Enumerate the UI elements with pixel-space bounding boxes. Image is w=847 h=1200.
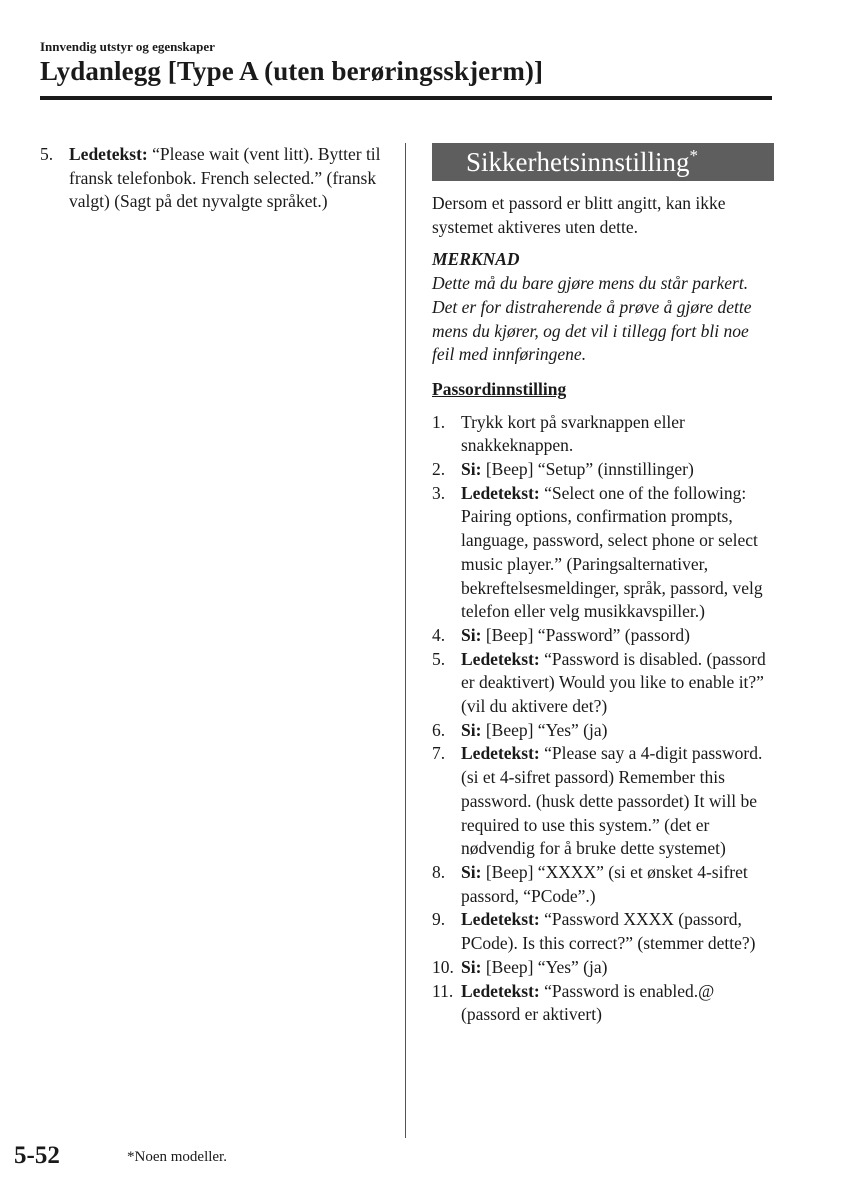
- step-keyword: Ledetekst:: [461, 743, 540, 764]
- step-text: “Password XXXX (passord, PCode). Is this correct?” (stemmer dette?): [461, 909, 756, 954]
- page-title: Lydanlegg [Type A (uten berøringsskjerm)]: [40, 56, 544, 86]
- list-item: [432, 980, 774, 1027]
- list-item: [432, 458, 774, 482]
- left-column: [40, 143, 385, 214]
- step-number: 1.: [432, 411, 446, 432]
- step-number: 5.: [432, 648, 446, 669]
- step-number: 6.: [432, 719, 446, 740]
- step-text: [Beep] “Setup” (innstillinger): [481, 459, 694, 480]
- left-step-list: [40, 143, 385, 214]
- step-text: [Beep] “XXXX” (si et ønsket 4-sifret passord, “PCode”.): [461, 861, 748, 906]
- page-number: 5-52: [14, 1142, 60, 1169]
- list-item: [432, 719, 774, 743]
- step-number: 8.: [432, 861, 446, 882]
- section-title: Sikkerhetsinnstilling: [466, 147, 690, 177]
- step-keyword: Si:: [461, 956, 482, 977]
- step-text: “Password is disabled. (passord er deaktivert) Would you like to enable it?” (vil du aktivere det?): [461, 648, 766, 717]
- step-number: 3.: [432, 482, 446, 503]
- footnote: *Noen modeller.: [127, 1149, 227, 1165]
- list-item: [432, 482, 774, 624]
- intro-paragraph: Dersom et passord er blitt angitt, kan ikke systemet aktiveres uten dette.: [432, 193, 726, 237]
- list-item: [432, 861, 774, 908]
- column-divider: [405, 143, 406, 1138]
- right-step-list: [432, 411, 774, 1027]
- step-number: 4.: [432, 624, 446, 645]
- note-title: MERKNAD: [432, 249, 520, 270]
- step-text: [Beep] “Yes” (ja): [481, 719, 608, 740]
- note-text: Dette må du bare gjøre mens du står parkert. Det er for distraherende å prøve å gjøre dette mens du kjører, og det vil i tillegg fort bli noe feil med innføringene.: [432, 273, 752, 365]
- list-item: [432, 624, 774, 648]
- step-keyword: Ledetekst:: [461, 648, 540, 669]
- step-keyword: Si:: [461, 719, 482, 740]
- footnote-mark: *: [689, 146, 699, 165]
- list-item: [432, 648, 774, 719]
- right-column: [432, 143, 774, 1027]
- step-keyword: Ledetekst:: [461, 980, 540, 1001]
- subheading: Passordinnstilling: [432, 378, 567, 399]
- step-number: 10.: [432, 956, 454, 977]
- step-text: “Select one of the following: Pairing options, confirmation prompts, language, password, select phone or select music player.” (Paringsalternativer, bekreftelsesmeldinger, språk, passord, velg telefon eller velg musikkavspiller.): [461, 482, 763, 622]
- step-number: 5.: [40, 144, 54, 164]
- step-number: 7.: [432, 743, 446, 764]
- step-keyword: Ledetekst:: [461, 482, 540, 503]
- step-keyword: Si:: [461, 624, 482, 645]
- title-rule: [40, 96, 772, 100]
- list-item: [40, 143, 385, 214]
- section-header: [432, 143, 774, 181]
- step-keyword: Si:: [461, 459, 482, 480]
- step-keyword: Si:: [461, 861, 482, 882]
- list-item: [432, 411, 774, 458]
- step-text: [Beep] “Password” (passord): [481, 624, 690, 645]
- list-item: [432, 742, 774, 861]
- step-text: [Beep] “Yes” (ja): [481, 956, 608, 977]
- step-keyword: Ledetekst:: [69, 144, 148, 164]
- step-number: 2.: [432, 459, 446, 480]
- step-number: 11.: [432, 980, 454, 1001]
- step-text: “Please say a 4-digit password. (si et 4-sifret passord) Remember this password. (husk dette passordet) It will be required to use this system.” (det er nødvendig for å bruke dette systemet): [461, 743, 763, 859]
- list-item: [432, 956, 774, 980]
- step-number: 9.: [432, 909, 446, 930]
- list-item: [432, 908, 774, 955]
- step-keyword: Ledetekst:: [461, 909, 540, 930]
- step-text: “Password is enabled.@ (passord er aktivert): [461, 980, 715, 1025]
- step-text: Trykk kort på svarknappen eller snakkeknappen.: [461, 411, 685, 456]
- section-label: Innvendig utstyr og egenskaper: [40, 39, 215, 54]
- step-text: “Please wait (vent litt). Bytter til fransk telefonbok. French selected.” (fransk valgt) (Sagt på det nyvalgte språket.): [69, 144, 381, 212]
